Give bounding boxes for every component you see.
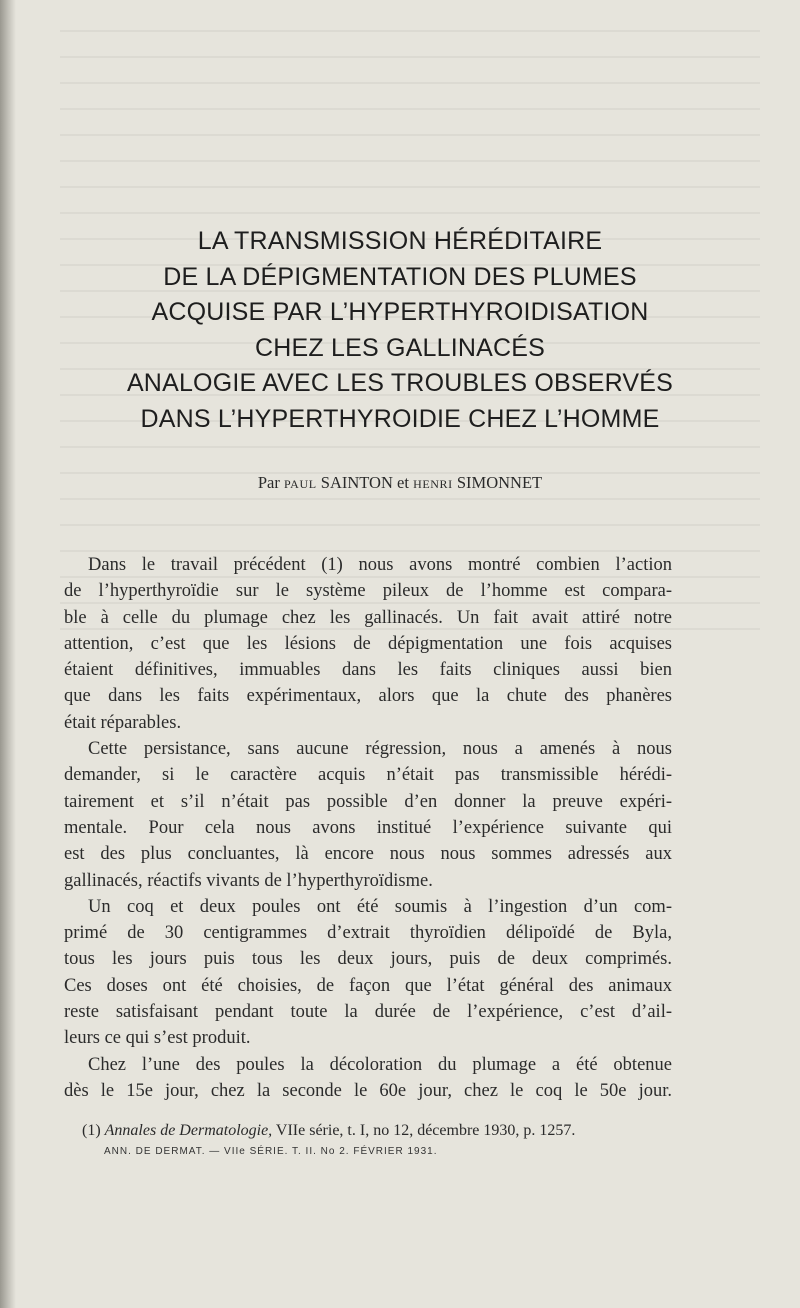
- text-line: leurs ce qui s’est produit.: [64, 1028, 251, 1049]
- text-line: attention, c’est que les lésions de dépigmentation une fois acquises: [64, 633, 672, 654]
- text-line: dès le 15e jour, chez la seconde le 60e jour, chez le coq le 50e jour.: [64, 1080, 672, 1101]
- text-line: de l’hyperthyroïdie sur le système pileux de l’homme est compara-: [64, 581, 672, 602]
- text-line: ble à celle du plumage chez les gallinacés. Un fait avait attiré notre: [64, 607, 672, 628]
- text-line: que dans les faits expérimentaux, alors que la chute des phanères: [64, 686, 672, 707]
- article-title: [40, 224, 760, 437]
- text-line: tairement et s’il n’était pas possible d’en donner la preuve expéri-: [64, 791, 672, 812]
- text-line: mentale. Pour cela nous avons institué l’expérience suivante qui: [64, 817, 672, 838]
- authors-byline: [0, 473, 800, 493]
- text-line: Cette persistance, sans aucune régression, nous a amenés à nous: [88, 739, 672, 760]
- text-line: étaient définitives, immuables dans les faits cliniques aussi bien: [64, 660, 672, 681]
- text-line: demander, si le caractère acquis n’était pas transmissible hérédi-: [64, 765, 672, 786]
- paragraph-2: [64, 736, 672, 894]
- title-line: ANALOGIE AVEC LES TROUBLES OBSERVÉS: [126, 369, 674, 397]
- byline-par: Par: [257, 473, 280, 492]
- author1-first-name: PAUL: [284, 477, 317, 491]
- author1-last-name: SAINTON: [320, 473, 393, 492]
- footnote-marker: (1): [82, 1122, 101, 1139]
- footnote-details: VIIe série, t. I, no 12, décembre 1930, p. 1257.: [275, 1122, 576, 1139]
- text-line: Chez l’une des poules la décoloration du plumage a été obtenue: [88, 1054, 672, 1075]
- text-line: Dans le travail précédent (1) nous avons montré combien l’action: [88, 555, 672, 575]
- page-binding-shadow: [0, 0, 16, 1308]
- running-footer: ANN. DE DERMAT. — VIIe SÉRIE. T. II. No 2. FÉVRIER 1931.: [104, 1146, 438, 1157]
- title-line: LA TRANSMISSION HÉRÉDITAIRE: [197, 227, 603, 255]
- paragraph-4: [64, 1052, 672, 1105]
- text-line: Un coq et deux poules ont été soumis à l’ingestion d’un com-: [88, 896, 672, 917]
- byline-et: et: [397, 473, 409, 492]
- paragraph-1: [64, 552, 672, 736]
- author2-first-name: HENRI: [413, 477, 453, 491]
- text-line: reste satisfaisant pendant toute la durée de l’expérience, c’est d’ail-: [64, 1002, 672, 1023]
- title-line: DE LA DÉPIGMENTATION DES PLUMES: [163, 262, 637, 291]
- text-line: primé de 30 centigrammes d’extrait thyroïdien délipoïdé de Byla,: [64, 923, 672, 944]
- article-body: [64, 552, 672, 1104]
- footnote-journal: Annales de Dermatologie,: [104, 1122, 273, 1139]
- title-line: CHEZ LES GALLINACÉS: [254, 333, 545, 362]
- text-line: tous les jours puis tous les deux jours, puis de deux comprimés.: [64, 949, 672, 970]
- text-line: gallinacés, réactifs vivants de l’hyperthyroïdisme.: [64, 870, 433, 891]
- title-line: DANS L’HYPERTHYROIDIE CHEZ L’HOMME: [140, 404, 660, 433]
- footnote: [82, 1122, 672, 1140]
- text-line: était réparables.: [64, 712, 182, 733]
- text-line: Ces doses ont été choisies, de façon que l’état général des animaux: [64, 975, 672, 996]
- title-line: ACQUISE PAR L’HYPERTHYROIDISATION: [151, 298, 649, 326]
- author2-last-name: SIMONNET: [456, 473, 543, 492]
- text-line: est des plus concluantes, là encore nous nous sommes adressés aux: [64, 844, 672, 865]
- paragraph-3: [64, 894, 672, 1052]
